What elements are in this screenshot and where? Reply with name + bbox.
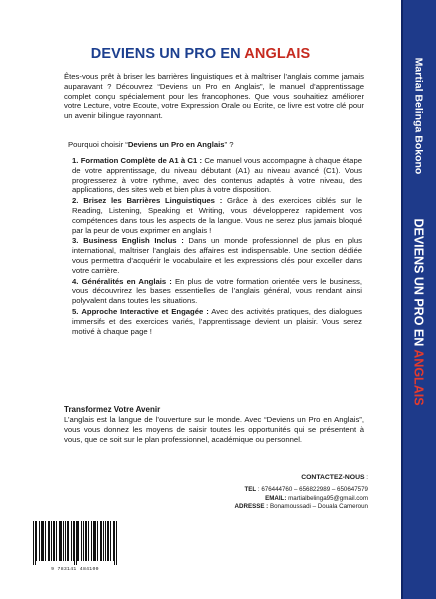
barcode-bar xyxy=(86,521,87,561)
barcode-bar xyxy=(43,521,44,561)
barcode-bar xyxy=(77,521,78,561)
feature-item xyxy=(72,196,362,235)
address-value: Bonamoussadi – Douala Cameroun xyxy=(268,503,368,511)
feature-title: Brisez les Barrières Linguistiques : xyxy=(83,196,223,206)
barcode-bar xyxy=(105,521,106,561)
barcode-bar xyxy=(36,521,37,561)
barcode-bar xyxy=(61,521,62,561)
barcode-bar xyxy=(67,521,68,561)
barcode-bar xyxy=(94,521,95,561)
barcode-bar xyxy=(88,521,89,561)
contact-heading-suffix: : xyxy=(364,474,368,481)
barcode-bar xyxy=(39,521,40,561)
barcode-bar xyxy=(107,521,108,561)
feature-number: 4. xyxy=(72,276,79,286)
email-label: EMAIL: xyxy=(265,494,287,502)
contact-block xyxy=(190,474,368,512)
transform-paragraph: L’anglais est la langue de l’ouverture sur le monde. Avec “Deviens un Pro en Anglais”, vous vous donnez les moyens de saisir toutes les opportunités qui se présentent à vous, que ce soit sur le plan professionnel, académique ou personnel. xyxy=(64,415,364,444)
book-title-main: DEVIENS UN PRO EN xyxy=(90,46,245,62)
contact-heading-line xyxy=(190,474,368,482)
barcode-bar xyxy=(81,521,82,561)
barcode-bar xyxy=(83,521,84,561)
contact-heading: CONTACTEZ-NOUS xyxy=(301,474,365,481)
barcode-bar xyxy=(42,521,43,561)
barcode-bar xyxy=(108,521,109,561)
barcode-bar xyxy=(76,521,77,565)
book-title-accent: ANGLAIS xyxy=(244,46,311,62)
feature-body: Ce manuel vous accompagne à chaque étape de votre apprentissage, du niveau débutant (A1) au niveau avancé (C1). Vous progresserez à votre rythme, avec des contenus adaptés à votre niveau, des applications, des sites web et bien plus à votre disposition. xyxy=(72,156,362,195)
barcode-bar xyxy=(63,521,64,561)
barcode-bar xyxy=(73,521,74,561)
feature-title: Business English Inclus : xyxy=(83,236,184,246)
barcode-bar xyxy=(93,521,94,561)
barcode-bar xyxy=(95,521,96,561)
barcode-number: 9 783141 484100 xyxy=(51,567,99,572)
barcode-bar xyxy=(41,521,42,561)
barcode-bar xyxy=(101,521,102,561)
barcode-bar xyxy=(53,521,54,561)
barcode-bar xyxy=(85,521,86,561)
barcode-bar xyxy=(51,521,52,561)
barcode-bar xyxy=(71,521,72,561)
feature-item xyxy=(72,277,362,306)
barcode-bar xyxy=(60,521,61,561)
phone-label: TEL xyxy=(244,486,257,494)
barcode-bar xyxy=(68,521,69,561)
barcode-bar xyxy=(103,521,104,561)
spine-title-main: DEVIENS UN PRO EN xyxy=(411,218,426,350)
barcode-bar xyxy=(113,521,114,561)
barcode-bar xyxy=(35,521,36,565)
barcode-bar xyxy=(97,521,98,561)
feature-item xyxy=(72,307,362,336)
spine-edge xyxy=(401,0,403,599)
feature-body: Dans un monde professionnel de plus en plus international, maîtriser l’anglais des affaires est indispensable. Une section dédiée vous permettra d’acquérir le vocabulaire et les expressions clés pour exceller dans votre carrière. xyxy=(72,236,362,275)
barcode-bar xyxy=(56,521,57,561)
isbn-barcode xyxy=(30,519,120,575)
barcode-bar xyxy=(110,521,111,561)
feature-list xyxy=(72,156,362,337)
feature-body: Grâce à des exercices ciblés sur le Reading, Listening, Speaking et Writing, vous développerez rapidement vos compétences dans tous les aspects de la langue. Vous ne serez plus jamais bloqué par la peur de vous exprimer en anglais ! xyxy=(72,196,362,235)
transform-heading: Transformez Votre Avenir xyxy=(64,405,161,414)
feature-number: 2. xyxy=(72,196,79,206)
address-label: ADRESSE : xyxy=(234,503,269,511)
barcode-bar xyxy=(48,521,49,561)
why-choose-suffix: ” ? xyxy=(224,140,234,149)
barcode-bar xyxy=(116,521,117,565)
barcode-bar xyxy=(91,521,92,561)
feature-number: 3. xyxy=(72,236,79,246)
spine-title xyxy=(411,218,425,405)
why-choose-prefix: Pourquoi choisir “ xyxy=(68,140,128,149)
barcode-bar xyxy=(33,521,34,565)
feature-title: Approche Interactive et Engagée : xyxy=(81,306,209,316)
intro-paragraph: Êtes-vous prêt à briser les barrières linguistiques et à maîtriser l’anglais comme jamais auparavant ? Découvrez “Deviens un Pro en Anglais”, le manuel d’apprentissage complet conçu spécialement pour les francophones. Que vous souhaitiez améliorer votre Lecture, votre Ecoute, votre Expression Orale ou Ecrite, ce livre est votre clé pour un avenir bilingue rayonnant. xyxy=(64,72,364,121)
barcode-bar xyxy=(45,521,46,561)
why-choose-book-name: Deviens un Pro en Anglais xyxy=(127,140,225,149)
feature-title: Formation Complète de A1 à C1 : xyxy=(80,156,203,165)
feature-item xyxy=(72,236,362,275)
barcode-bar xyxy=(54,521,55,561)
spine-title-accent: ANGLAIS xyxy=(411,349,426,406)
barcode-bar xyxy=(74,521,75,565)
barcode-bar xyxy=(59,521,60,561)
barcode-bar xyxy=(49,521,50,561)
feature-number: 1. xyxy=(72,156,79,165)
barcode-bar xyxy=(78,521,79,561)
why-choose-question xyxy=(68,140,368,150)
barcode-bars xyxy=(30,519,120,566)
feature-title: Généralités en Anglais : xyxy=(81,276,172,286)
barcode-bar xyxy=(114,521,115,565)
spine-author: Martial Belinga Bokono xyxy=(411,57,424,175)
feature-item xyxy=(72,156,362,195)
phone-value: : 676444760 – 656822989 – 650647579 xyxy=(256,486,368,494)
contact-address xyxy=(190,503,368,511)
contact-email xyxy=(190,495,368,503)
contact-phone xyxy=(190,486,368,494)
feature-number: 5. xyxy=(72,306,79,316)
feature-body: En plus de votre formation orientée vers le business, vous découvrirez les bases essentielles de l’anglais général, vous rendant ainsi polyvalent dans toutes les situations. xyxy=(72,276,363,306)
barcode-bar xyxy=(65,521,66,561)
feature-body: Avec des activités pratiques, des dialogues immersifs et des exercices variés, l’apprentissage devient un plaisir. Vous serez motivé à chaque page ! xyxy=(72,306,362,336)
email-value: martialbelinga95@gmail.com xyxy=(286,494,368,502)
book-title xyxy=(0,46,401,62)
barcode-bar xyxy=(100,521,101,561)
